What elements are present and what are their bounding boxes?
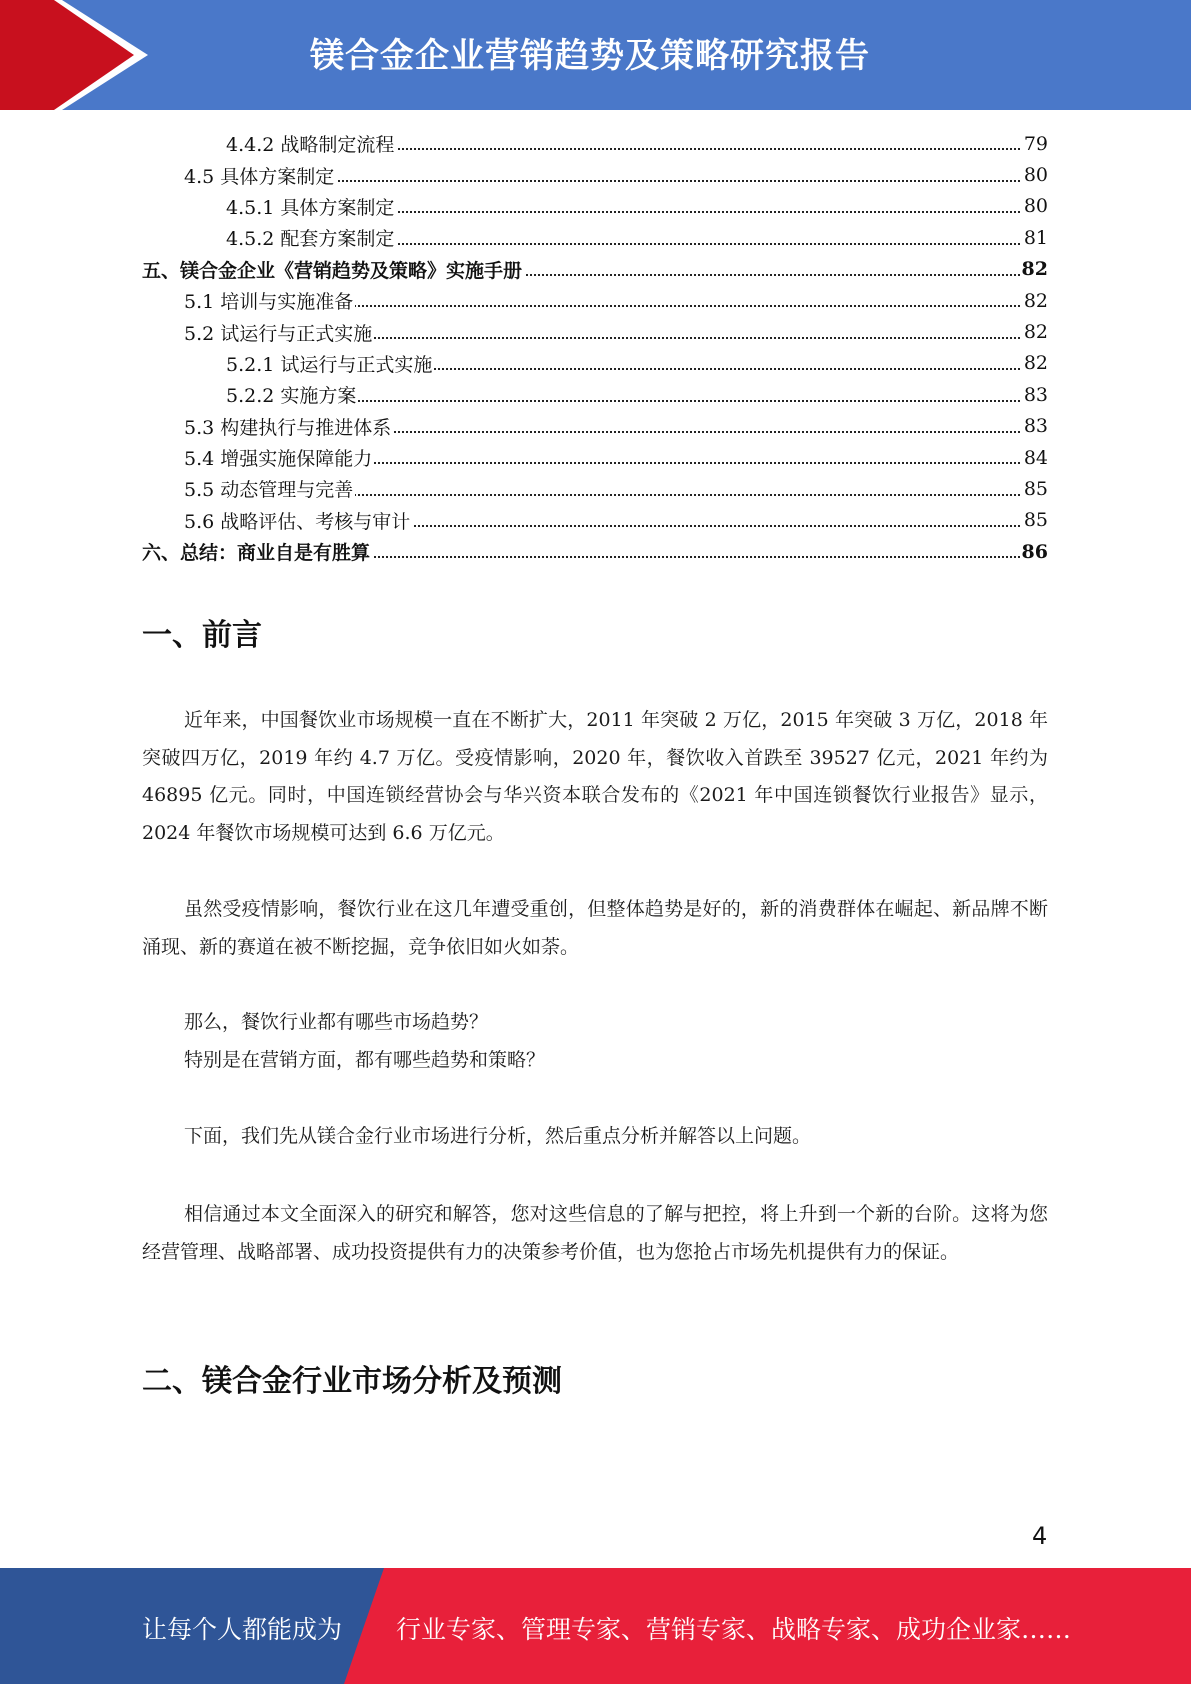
page-header [0, 0, 1191, 110]
toc-entry-page: 83 [1023, 415, 1048, 438]
toc-entry[interactable] [142, 473, 1048, 504]
toc-entry[interactable] [142, 536, 1048, 567]
toc-entry-page: 86 [1021, 540, 1048, 563]
paragraph: 近年来，中国餐饮业市场规模一直在不断扩大，2011 年突破 2 万亿，2015 年突破 3 万亿，2018 年突破四万亿，2019 年约 4.7 万亿。受疫情影响，2020 年，餐饮收入首跌至 39527 亿元，2021 年约为 46895 亿元。同时，中国连锁经营协会与华兴资本联合发布的《2021 年中国连锁餐饮行业报告》显示，2024 年餐饮市场规模可达到 6.6 万亿元。 [142, 709, 1048, 844]
toc-entry-label: 5.5 动态管理与完善 [142, 475, 355, 502]
toc-entry[interactable] [142, 348, 1048, 379]
toc-entry[interactable] [142, 316, 1048, 347]
toc-entry[interactable] [142, 222, 1048, 253]
toc-entry[interactable] [142, 159, 1048, 190]
table-of-contents [142, 128, 1048, 567]
toc-entry-page: 83 [1023, 383, 1048, 406]
toc-entry[interactable] [142, 254, 1048, 285]
toc-entry-page: 82 [1023, 321, 1048, 344]
paragraph: 相信通过本文全面深入的研究和解答，您对这些信息的了解与把控，将上升到一个新的台阶。这将为您经营管理、战略部署、成功投资提供有力的决策参考价值，也为您抢占市场先机提供有力的保证。 [142, 1203, 1048, 1263]
footer-slogan-right: 行业专家、管理专家、营销专家、战略专家、成功企业家…… [396, 1615, 1072, 1644]
report-title: 镁合金企业营销趋势及策略研究报告 [310, 36, 870, 76]
toc-entry-page: 80 [1023, 164, 1048, 187]
toc-entry-page: 82 [1023, 289, 1048, 312]
toc-entry[interactable] [142, 285, 1048, 316]
page-number: 4 [1032, 1522, 1048, 1550]
toc-entry-label: 4.5.1 具体方案制定 [142, 193, 396, 220]
toc-entry-label: 5.1 培训与实施准备 [142, 287, 355, 314]
toc-entry-page: 79 [1023, 132, 1048, 155]
footer-slogan-left: 让每个人都能成为 [142, 1615, 343, 1644]
toc-entry[interactable] [142, 191, 1048, 222]
paragraph: 虽然受疫情影响，餐饮行业在这几年遭受重创，但整体趋势是好的，新的消费群体在崛起、新品牌不断涌现、新的赛道在被不断挖掘，竞争依旧如火如荼。 [142, 898, 1048, 958]
toc-entry-label: 5.2.2 实施方案 [142, 381, 358, 408]
toc-entry-label: 5.6 战略评估、考核与审计 [142, 507, 412, 534]
section-heading-market-analysis: 二、镁合金行业市场分析及预测 [142, 1364, 562, 1399]
toc-entry[interactable] [142, 128, 1048, 159]
paragraph: 下面，我们先从镁合金行业市场进行分析，然后重点分析并解答以上问题。 [184, 1125, 812, 1147]
page-footer [0, 1568, 1191, 1684]
toc-entry-label: 5.3 构建执行与推进体系 [142, 413, 393, 440]
toc-entry-page: 82 [1023, 352, 1048, 375]
toc-entry-label: 4.5 具体方案制定 [142, 162, 336, 189]
toc-entry-label: 六、总结：商业自是有胜算 [142, 538, 372, 565]
toc-entry-label: 五、镁合金企业《营销趋势及策略》实施手册 [142, 256, 524, 283]
toc-entry-label: 5.4 增强实施保障能力 [142, 444, 374, 471]
toc-entry-label: 4.4.2 战略制定流程 [142, 130, 396, 157]
toc-entry-label: 5.2.1 试运行与正式实施 [142, 350, 434, 377]
toc-entry-label: 5.2 试运行与正式实施 [142, 319, 374, 346]
toc-entry[interactable] [142, 505, 1048, 536]
toc-entry-page: 81 [1023, 226, 1048, 249]
toc-entry-page: 84 [1023, 446, 1048, 469]
toc-entry[interactable] [142, 379, 1048, 410]
toc-entry-page: 80 [1023, 195, 1048, 218]
toc-entry-page: 85 [1023, 509, 1048, 532]
toc-entry[interactable] [142, 442, 1048, 473]
toc-entry[interactable] [142, 411, 1048, 442]
toc-entry-page: 82 [1021, 258, 1048, 281]
paragraph: 那么，餐饮行业都有哪些市场趋势？ [184, 1011, 489, 1033]
toc-entry-label: 4.5.2 配套方案制定 [142, 224, 396, 251]
toc-entry-page: 85 [1023, 477, 1048, 500]
paragraph: 特别是在营销方面，都有哪些趋势和策略？ [184, 1049, 546, 1071]
red-chevron-decoration [0, 0, 160, 110]
section-heading-preface: 一、前言 [142, 618, 262, 653]
